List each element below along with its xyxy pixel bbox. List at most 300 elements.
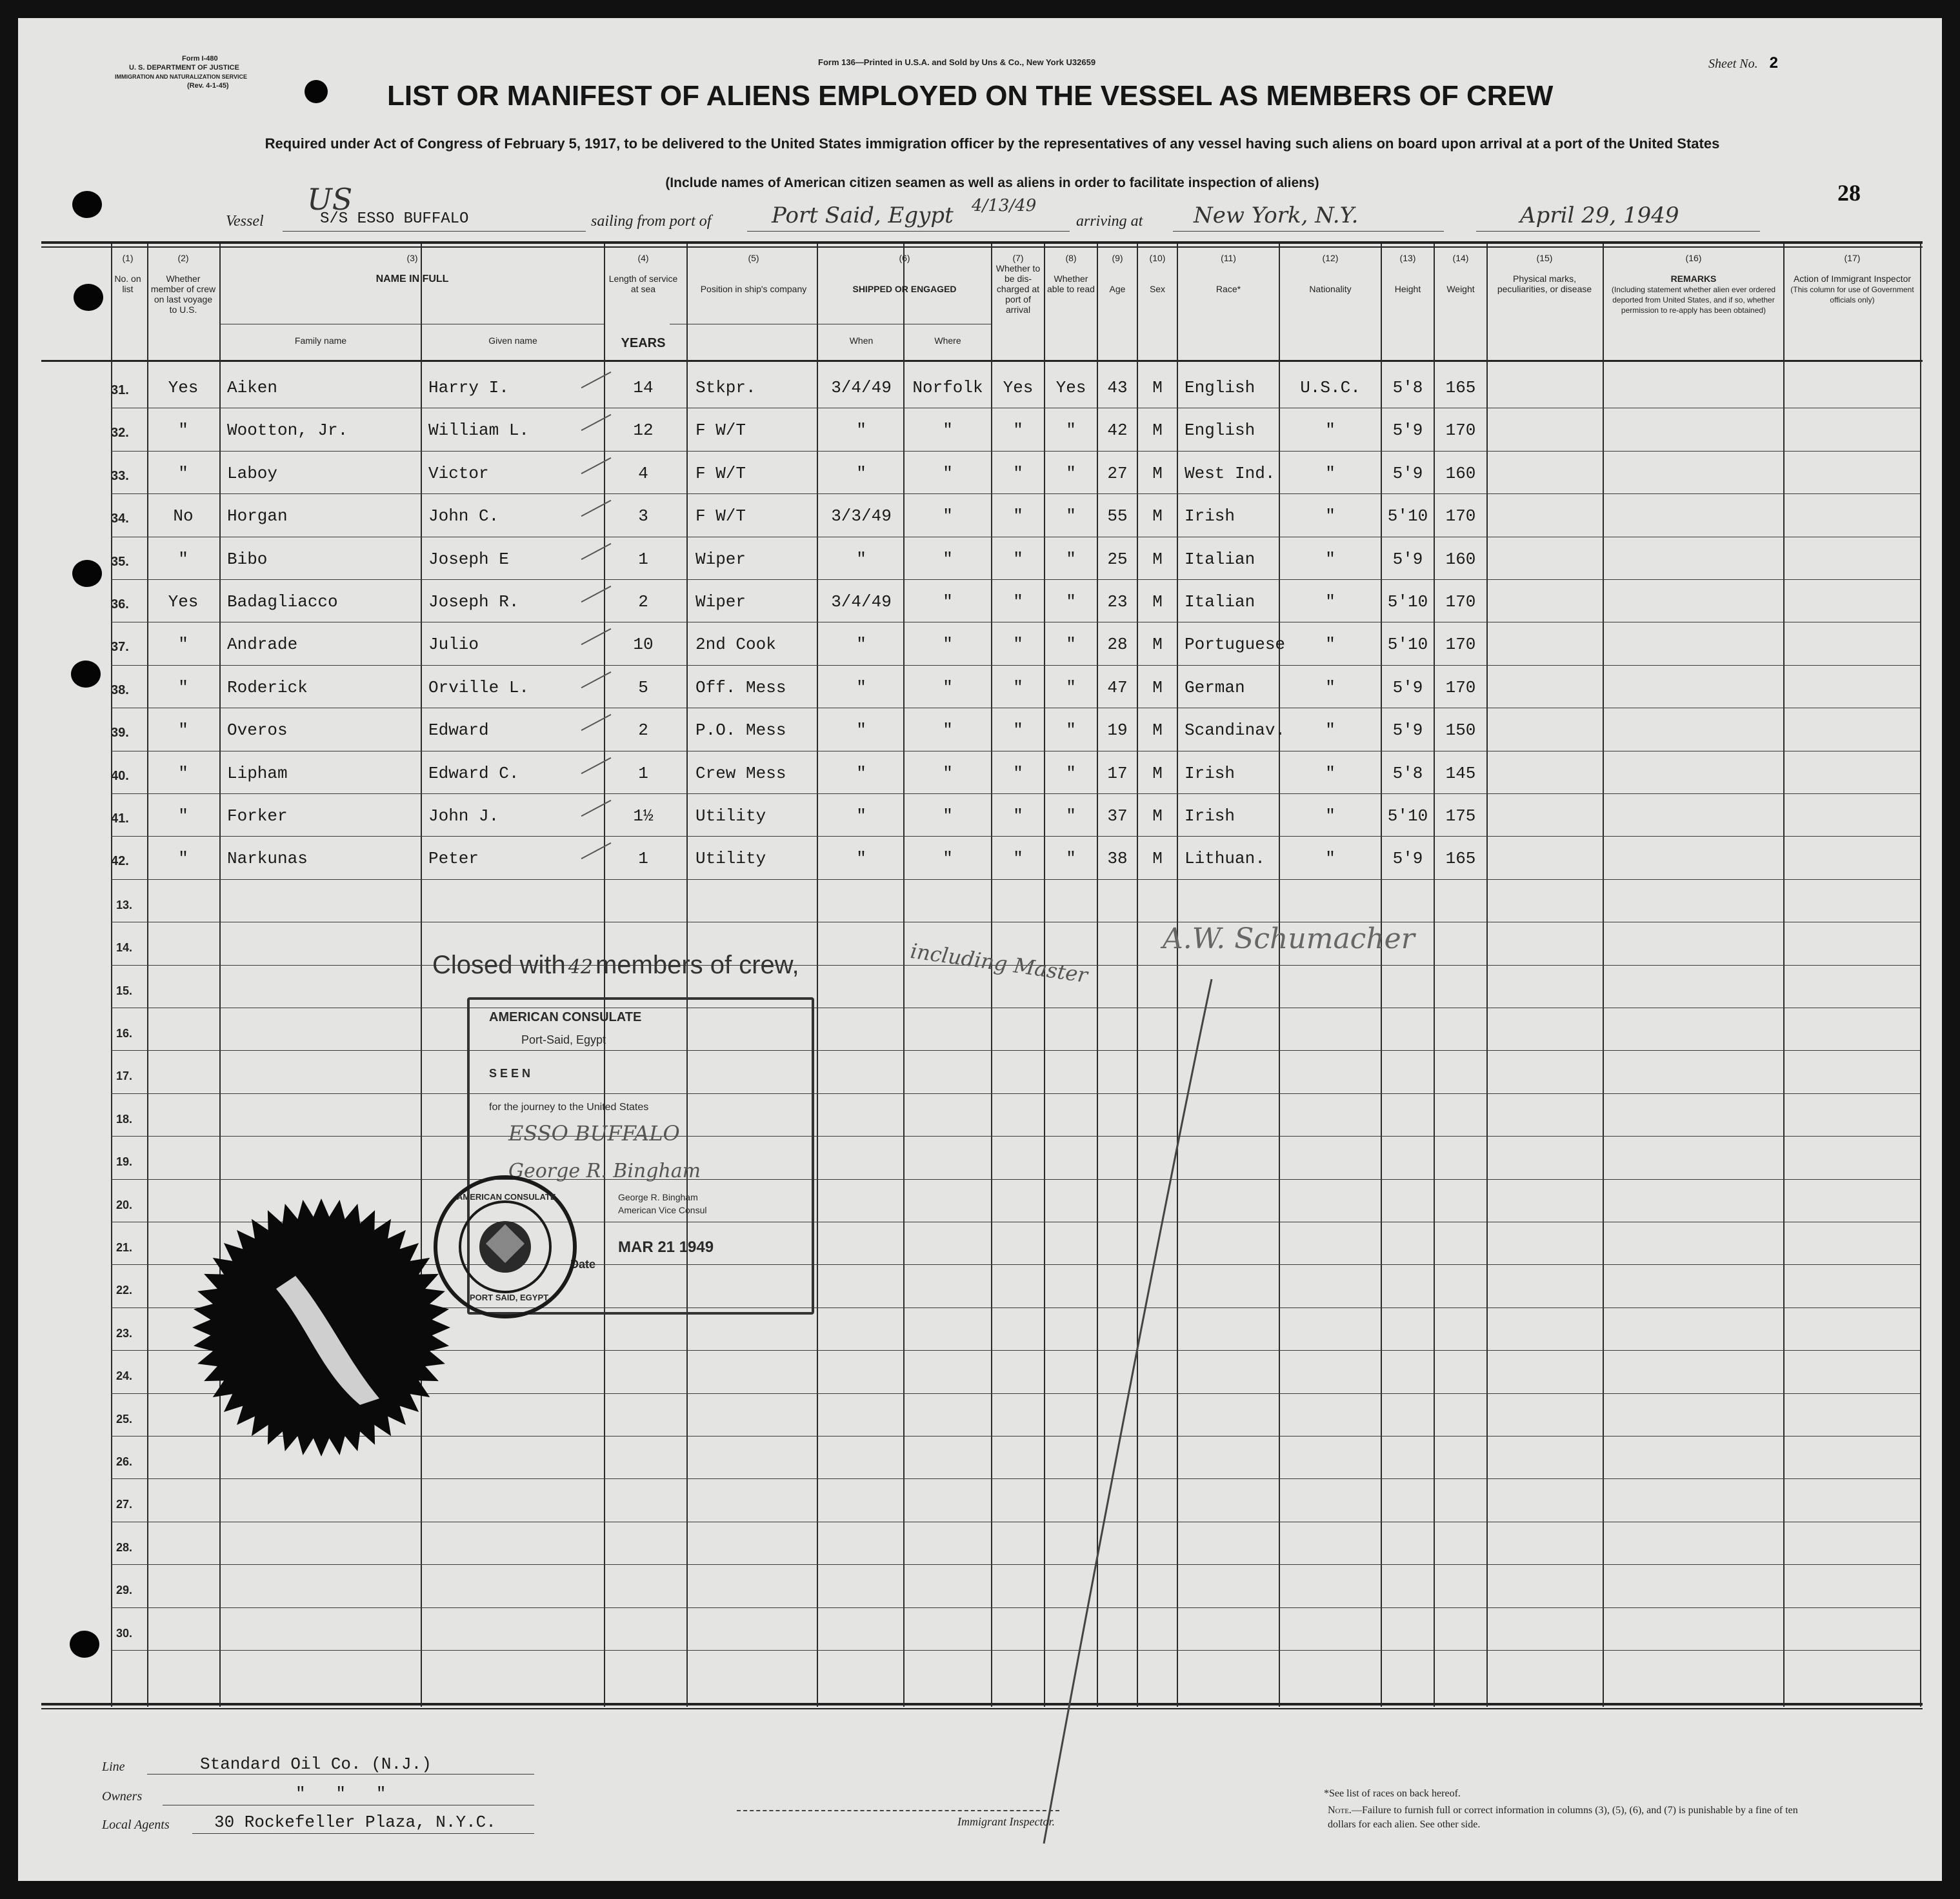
cell-age: 19	[1107, 721, 1128, 741]
cell-when: 3/4/49	[831, 592, 892, 611]
cell-family: Bibo	[227, 549, 268, 569]
note-text: —Failure to furnish full or correct information in columns (3), (5), (6), and (7) is punishable by a fine of ten dollars for each alien. See other side.	[1328, 1805, 1798, 1830]
date-underline	[1476, 231, 1760, 232]
cell-ht: 5'8	[1392, 763, 1423, 783]
cell-given: Victor	[428, 463, 489, 483]
cell-age: 23	[1107, 592, 1128, 611]
cell-pos: Crew Mess	[695, 763, 786, 783]
cell-when: "	[856, 463, 866, 483]
cell-prev: "	[178, 463, 188, 483]
sheet-label: Sheet No.	[1708, 57, 1758, 71]
header-col14	[1435, 253, 1486, 294]
footer-note	[1328, 1804, 1818, 1832]
header-num: (14)	[1452, 253, 1469, 263]
closing-printed-2: members of crew,	[595, 951, 799, 979]
cell-given: Joseph E	[428, 549, 509, 569]
row-number: 17.	[116, 1069, 133, 1083]
cell-ht: 5'10	[1387, 635, 1428, 655]
cell-where: "	[943, 677, 953, 697]
vessel-name: S/S ESSO BUFFALO	[320, 210, 469, 228]
header-note: (This column for use of Government officials only)	[1790, 285, 1914, 304]
cell-pos: F W/T	[695, 506, 746, 526]
cell-family: Horgan	[227, 506, 288, 526]
cell-race: Irish	[1185, 506, 1235, 526]
header-col13	[1382, 253, 1434, 294]
cell-prev: Yes	[168, 592, 199, 611]
header-num: (1)	[122, 253, 134, 263]
cell-ht: 5'10	[1387, 506, 1428, 526]
row-number: 35.	[111, 554, 129, 569]
cell-sex: M	[1152, 721, 1163, 741]
cell-wt: 160	[1445, 549, 1476, 569]
header-label: Sex	[1149, 284, 1166, 294]
cell-read: "	[1066, 506, 1076, 526]
row-number: 39.	[111, 726, 129, 741]
cell-where: "	[943, 592, 953, 611]
cell-years: 10	[633, 635, 654, 655]
cell-years: 5	[638, 677, 648, 697]
vessel-underline	[283, 231, 586, 232]
header-col9	[1098, 253, 1137, 294]
row-rule	[111, 493, 1920, 494]
column-rule	[219, 244, 221, 1707]
row-number: 37.	[111, 640, 129, 655]
cell-age: 38	[1107, 849, 1128, 869]
cell-wt: 150	[1445, 721, 1476, 741]
seal-bottom-text: PORT SAID, EGYPT	[470, 1293, 549, 1302]
cell-nat: "	[1325, 635, 1335, 655]
cell-sex: M	[1152, 549, 1163, 569]
header-col15	[1488, 253, 1601, 294]
header-label: Length of service at sea	[608, 273, 678, 294]
cell-where: "	[943, 506, 953, 526]
cell-sex: M	[1152, 506, 1163, 526]
cell-pos: Stkpr.	[695, 378, 756, 397]
header-label: Position in ship's company	[700, 284, 807, 294]
row-number: 15.	[116, 984, 133, 997]
column-rule	[1603, 244, 1604, 1707]
header-col1	[111, 253, 145, 294]
row-number: 36.	[111, 597, 129, 611]
table-top-rule	[41, 241, 1923, 244]
cell-ht: 5'10	[1387, 592, 1428, 611]
row-number: 23.	[116, 1326, 133, 1340]
closing-handwritten: including Master	[908, 938, 1090, 988]
cell-dis: "	[1013, 506, 1023, 526]
row-number: 29.	[116, 1584, 133, 1597]
closing-statement	[432, 951, 799, 980]
header-num: (5)	[748, 253, 759, 263]
cell-age: 28	[1107, 635, 1128, 655]
cell-pos: 2nd Cook	[695, 635, 776, 655]
cell-when: "	[856, 806, 866, 826]
cell-when: "	[856, 677, 866, 697]
cell-age: 47	[1107, 677, 1128, 697]
cell-when: "	[856, 549, 866, 569]
row-number: 38.	[111, 682, 129, 697]
cell-years: 2	[638, 592, 648, 611]
corner-number: 28	[1837, 180, 1861, 206]
cell-sex: M	[1152, 763, 1163, 783]
row-rule	[111, 451, 1920, 452]
cell-race: English	[1185, 421, 1255, 441]
cell-prev: "	[178, 849, 188, 869]
cell-dis: "	[1013, 635, 1023, 655]
punch-hole	[70, 1631, 99, 1658]
header-given: Given name	[488, 335, 537, 346]
cell-years: 14	[633, 378, 654, 397]
agents-label: Local Agents	[102, 1818, 170, 1832]
cell-when: "	[856, 849, 866, 869]
cell-read: "	[1066, 463, 1076, 483]
cell-ht: 5'8	[1392, 378, 1423, 397]
cell-years: 12	[633, 421, 654, 441]
cell-race: Scandinav.	[1185, 721, 1286, 741]
cell-family: Roderick	[227, 677, 308, 697]
inspector-line	[737, 1810, 1059, 1812]
form-number: Form I-480	[182, 55, 218, 63]
stamp-title: American Vice Consul	[618, 1205, 707, 1215]
cell-sex: M	[1152, 592, 1163, 611]
cell-given: William L.	[428, 421, 530, 441]
cell-ht: 5'9	[1392, 463, 1423, 483]
header-family: Family name	[294, 335, 347, 346]
cell-given: Harry I.	[428, 378, 509, 397]
stamp-signature: George R. Bingham	[508, 1160, 701, 1182]
printer-line: Form 136—Printed in U.S.A. and Sold by Uns & Co., New York U32659	[818, 57, 1096, 67]
header-col10	[1138, 253, 1177, 294]
cell-years: 1	[638, 549, 648, 569]
row-number: 32.	[111, 426, 129, 441]
row-number: 22.	[116, 1284, 133, 1297]
row-number: 16.	[116, 1027, 133, 1040]
punch-hole	[305, 80, 328, 103]
cell-age: 42	[1107, 421, 1128, 441]
cell-age: 25	[1107, 549, 1128, 569]
row-rule	[111, 579, 1920, 580]
cell-race: German	[1185, 677, 1245, 697]
header-when: When	[849, 335, 874, 346]
header-num: (2)	[177, 253, 189, 263]
sailing-date: 4/13/49	[972, 196, 1037, 215]
stamp-date: MAR 21 1949	[618, 1238, 714, 1256]
sheet-number	[1708, 54, 1778, 72]
header-label: Weight	[1446, 284, 1475, 294]
cell-given: John J.	[428, 806, 499, 826]
column-rule	[1920, 244, 1921, 1707]
cell-wt: 165	[1445, 849, 1476, 869]
cell-nat: "	[1325, 849, 1335, 869]
header-num: (16)	[1685, 253, 1702, 263]
cell-pos: Utility	[695, 806, 766, 826]
header-num: (13)	[1399, 253, 1416, 263]
header-num: (3)	[406, 253, 418, 263]
cell-nat: "	[1325, 463, 1335, 483]
inspector-stroke	[992, 953, 1250, 1856]
stamp-seen: S E E N	[489, 1067, 531, 1080]
row-number: 25.	[116, 1412, 133, 1426]
row-number: 31.	[111, 383, 129, 397]
cell-given: Edward C.	[428, 763, 519, 783]
stamp-officer: George R. Bingham	[618, 1192, 698, 1202]
cell-ht: 5'9	[1392, 849, 1423, 869]
cell-race: English	[1185, 378, 1255, 397]
header-label: NAME IN FULL	[375, 273, 449, 284]
cell-dis: "	[1013, 677, 1023, 697]
cell-when: "	[856, 721, 866, 741]
cell-dis: "	[1013, 549, 1023, 569]
cell-race: West Ind.	[1185, 463, 1275, 483]
cell-sex: M	[1152, 463, 1163, 483]
header-label: Whether member of crew on last voyage to U.S.	[150, 273, 216, 315]
subtitle: Required under Act of Congress of February 5, 1917, to be delivered to the United States immigration officer by the representatives of any vessel having such aliens on board upon arrival at a port of the United States	[265, 135, 1720, 152]
cell-pos: Off. Mess	[695, 677, 786, 697]
cell-race: Irish	[1185, 763, 1235, 783]
header-num: (15)	[1536, 253, 1553, 263]
cell-dis: "	[1013, 763, 1023, 783]
wax-seal-icon	[186, 1192, 457, 1463]
header-label: Whether to be dis-charged at port of arrival	[995, 263, 1041, 315]
cell-nat: "	[1325, 549, 1335, 569]
cell-family: Overos	[227, 721, 288, 741]
cell-wt: 170	[1445, 506, 1476, 526]
cell-wt: 170	[1445, 421, 1476, 441]
cell-given: Peter	[428, 849, 479, 869]
row-number: 34.	[111, 512, 129, 526]
line-underline	[147, 1774, 534, 1775]
cell-dis: "	[1013, 421, 1023, 441]
cell-when: "	[856, 635, 866, 655]
header-num: (4)	[637, 253, 649, 263]
row-number: 26.	[116, 1455, 133, 1468]
cell-wt: 165	[1445, 378, 1476, 397]
row-number: 14.	[116, 941, 133, 955]
cell-given: Edward	[428, 721, 489, 741]
row-rule	[111, 836, 1920, 837]
header-num: (8)	[1065, 253, 1077, 263]
closing-count: 42	[568, 956, 593, 979]
cell-given: Julio	[428, 635, 479, 655]
cell-read: "	[1066, 677, 1076, 697]
cell-ht: 5'9	[1392, 421, 1423, 441]
cell-where: "	[943, 463, 953, 483]
cell-sex: M	[1152, 378, 1163, 397]
stamp-vessel: ESSO BUFFALO	[508, 1121, 680, 1146]
stamp-consulate: AMERICAN CONSULATE	[489, 1010, 642, 1024]
cell-pos: Wiper	[695, 592, 746, 611]
agents-value: 30 Rockefeller Plaza, N.Y.C.	[214, 1813, 496, 1832]
cell-family: Andrade	[227, 635, 298, 655]
row-rule	[111, 665, 1920, 666]
cell-wt: 145	[1445, 763, 1476, 783]
owners-value: " " "	[295, 1784, 386, 1804]
table-top-rule-2	[41, 246, 1923, 248]
row-number: 27.	[116, 1498, 133, 1511]
header-col11	[1178, 253, 1279, 294]
cell-read: "	[1066, 849, 1076, 869]
cell-sex: M	[1152, 849, 1163, 869]
cell-where: "	[943, 806, 953, 826]
cell-when: "	[856, 421, 866, 441]
arrival-port: New York, N.Y.	[1194, 203, 1359, 228]
cell-nat: U.S.C.	[1300, 378, 1361, 397]
header-col3	[221, 253, 604, 284]
header-label: Action of Immigrant Inspector	[1793, 273, 1912, 284]
cell-prev: "	[178, 421, 188, 441]
header-col12	[1280, 253, 1381, 294]
inspector-label: Immigrant Inspector.	[957, 1815, 1055, 1828]
port-underline	[747, 231, 1070, 232]
header-where: Where	[934, 335, 961, 346]
cell-family: Laboy	[227, 463, 278, 483]
cell-read: Yes	[1055, 378, 1086, 397]
cell-nat: "	[1325, 506, 1335, 526]
cell-years: 4	[638, 463, 648, 483]
cell-dis: "	[1013, 463, 1023, 483]
arrival-date: April 29, 1949	[1520, 203, 1679, 228]
header-years: YEARS	[621, 336, 666, 350]
stamp-port: Port-Said, Egypt	[521, 1033, 606, 1046]
cell-wt: 175	[1445, 806, 1476, 826]
column-rule	[421, 244, 422, 1707]
race-note: *See list of races on back hereof.	[1324, 1788, 1461, 1799]
cell-family: Aiken	[227, 378, 278, 397]
header-num: (7)	[1012, 253, 1024, 263]
cell-dis: "	[1013, 592, 1023, 611]
row-number: 13.	[116, 898, 133, 911]
closing-printed: Closed with	[432, 951, 566, 979]
sailing-port: Port Said, Egypt	[772, 203, 954, 228]
cell-pos: F W/T	[695, 421, 746, 441]
header-col5	[689, 253, 818, 294]
cell-when: 3/4/49	[831, 378, 892, 397]
row-rule	[111, 879, 1920, 880]
cell-family: Wootton, Jr.	[227, 421, 348, 441]
row-rule	[111, 793, 1920, 794]
cell-where: "	[943, 635, 953, 655]
table-bottom-rule-2	[41, 1708, 1923, 1709]
row-number: 40.	[111, 768, 129, 783]
cell-age: 27	[1107, 463, 1128, 483]
header-col4	[605, 253, 681, 294]
cell-read: "	[1066, 721, 1076, 741]
row-number: 20.	[116, 1198, 133, 1211]
cell-prev: No	[173, 506, 194, 526]
service: IMMIGRATION AND NATURALIZATION SERVICE	[115, 74, 247, 80]
cell-prev: Yes	[168, 378, 199, 397]
cell-ht: 5'10	[1387, 806, 1428, 826]
cell-prev: "	[178, 677, 188, 697]
header-note: (Including statement whether alien ever ordered deported from United States, and if so, whether permission to re-apply has been obtained)	[1611, 285, 1776, 315]
stamp-date-label: Date	[570, 1258, 596, 1271]
header-col6	[818, 253, 991, 294]
cell-read: "	[1066, 806, 1076, 826]
header-num: (12)	[1322, 253, 1339, 263]
cell-when: 3/3/49	[831, 506, 892, 526]
seal-top-text: AMERICAN CONSULATE	[457, 1192, 556, 1202]
cell-ht: 5'9	[1392, 549, 1423, 569]
sailing-label: sailing from port of	[591, 213, 712, 230]
header-bottom-rule	[41, 360, 1923, 362]
cell-race: Irish	[1185, 806, 1235, 826]
row-number: 19.	[116, 1155, 133, 1169]
cell-years: 1	[638, 763, 648, 783]
cell-age: 37	[1107, 806, 1128, 826]
header-num: (6)	[899, 253, 910, 263]
header-label: Age	[1109, 284, 1126, 294]
cell-where: "	[943, 721, 953, 741]
us-mark: US	[307, 182, 353, 217]
header-col8	[1045, 253, 1097, 294]
cell-nat: "	[1325, 677, 1335, 697]
document-title: LIST OR MANIFEST OF ALIENS EMPLOYED ON THE VESSEL AS MEMBERS OF CREW	[387, 80, 1554, 112]
punch-hole	[71, 661, 101, 688]
row-number: 42.	[111, 854, 129, 869]
cell-ht: 5'9	[1392, 677, 1423, 697]
cell-family: Narkunas	[227, 849, 308, 869]
cell-prev: "	[178, 806, 188, 826]
cell-given: John C.	[428, 506, 499, 526]
cell-read: "	[1066, 592, 1076, 611]
cell-sex: M	[1152, 421, 1163, 441]
cell-family: Forker	[227, 806, 288, 826]
cell-years: 3	[638, 506, 648, 526]
cell-read: "	[1066, 635, 1076, 655]
header-label: Race*	[1215, 284, 1241, 294]
cell-years: 1	[638, 849, 648, 869]
cell-prev: "	[178, 549, 188, 569]
cell-nat: "	[1325, 421, 1335, 441]
column-rule	[111, 244, 112, 1707]
row-number: 18.	[116, 1112, 133, 1126]
owners-label: Owners	[102, 1789, 143, 1804]
cell-read: "	[1066, 549, 1076, 569]
line-label: Line	[102, 1760, 125, 1774]
cell-race: Italian	[1185, 549, 1255, 569]
cell-nat: "	[1325, 721, 1335, 741]
sheet-value: 2	[1769, 54, 1779, 72]
stamp-journey: for the journey to the United States	[489, 1102, 649, 1113]
header-col7	[992, 253, 1044, 315]
cell-age: 55	[1107, 506, 1128, 526]
cell-wt: 170	[1445, 635, 1476, 655]
cell-prev: "	[178, 721, 188, 741]
arriving-label: arriving at	[1076, 213, 1143, 230]
header-num: (17)	[1844, 253, 1861, 263]
cell-where: Norfolk	[912, 378, 983, 397]
cell-nat: "	[1325, 763, 1335, 783]
master-signature: A.W. Schumacher	[1163, 922, 1415, 955]
punch-hole	[74, 284, 103, 311]
vessel-label: Vessel	[226, 213, 264, 230]
header-label: Physical marks, peculiarities, or disease	[1497, 273, 1592, 294]
header-label: REMARKS	[1670, 273, 1717, 284]
note-label: Note.	[1328, 1805, 1352, 1816]
cell-age: 43	[1107, 378, 1128, 397]
cell-race: Italian	[1185, 592, 1255, 611]
cell-prev: "	[178, 635, 188, 655]
row-number: 21.	[116, 1241, 133, 1254]
cell-dis: "	[1013, 721, 1023, 741]
revision: (Rev. 4-1-45)	[187, 82, 229, 90]
cell-race: Portuguese	[1185, 635, 1286, 655]
header-label: Whether able to read	[1047, 273, 1095, 294]
cell-prev: "	[178, 763, 188, 783]
header-col17	[1785, 253, 1920, 304]
subtitle-note: (Include names of American citizen seamen as well as aliens in order to facilitate inspection of aliens)	[665, 175, 1319, 190]
cell-pos: Utility	[695, 849, 766, 869]
department: U. S. DEPARTMENT OF JUSTICE	[129, 64, 239, 72]
